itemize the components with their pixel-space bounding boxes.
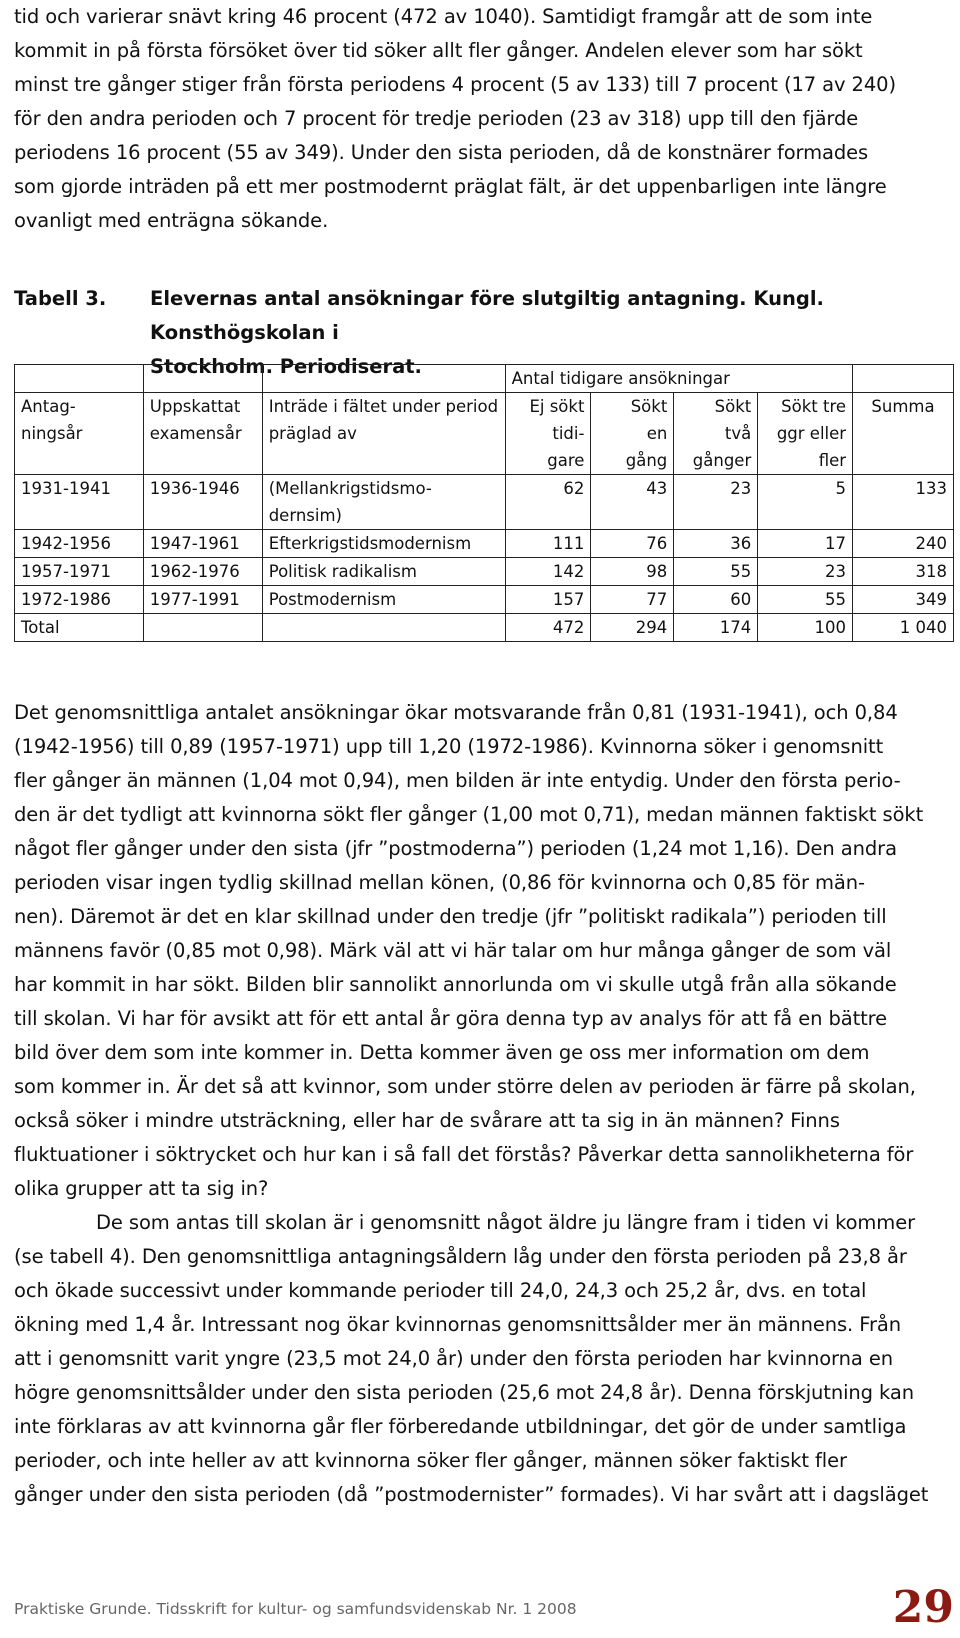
total-row: Total 472 294 174 100 1 040 — [15, 614, 954, 642]
text-line: den är det tydligt att kvinnorna sökt fler gånger (1,00 mot 0,71), medan männen faktiskt sökt — [14, 803, 924, 826]
text-line: tid och varierar snävt kring 46 procent (472 av 1040). Samtidigt framgår att de som inte — [14, 5, 873, 28]
text-line: fler gånger än männen (1,04 mot 0,94), men bilden är inte entydig. Under den första perio- — [14, 769, 901, 792]
header-sum: Summa — [853, 393, 954, 475]
text-line: männens favör (0,85 mot 0,98). Märk väl att vi här talar om hur många gånger de som väl — [14, 939, 892, 962]
text-line: (1942-1956) till 0,89 (1957-1971) upp till 1,20 (1972-1986). Kvinnorna söker i genomsnitt — [14, 735, 884, 758]
table-row: 1957-1971 1962-1976 Politisk radikalism 142 98 55 23 318 — [15, 558, 954, 586]
text-line: minst tre gånger stiger från första periodens 4 procent (5 av 133) till 7 procent (17 av 240) — [14, 73, 896, 96]
text-line: nen). Däremot är det en klar skillnad under den tredje (jfr ”politiskt radikala”) perioden till — [14, 905, 887, 928]
table-title-line: Elevernas antal ansökningar före slutgiltig antagning. Kungl. Konsthögskolan i — [150, 287, 824, 344]
text-line: högre genomsnittsålder under den sista perioden (25,6 mot 24,8 år). Denna förskjutning kan — [14, 1381, 915, 1404]
header-two: Sökt två gånger — [674, 393, 758, 475]
text-line: som gjorde inträden på ett mer postmodernt präglat fält, är det uppenbarligen inte längre — [14, 175, 887, 198]
text-line: Det genomsnittliga antalet ansökningar ökar motsvarande från 0,81 (1931-1941), och 0,84 — [14, 701, 898, 724]
text-line: har kommit in har sökt. Bilden blir sannolikt annorlunda om vi skulle utgå från alla sökande — [14, 973, 897, 996]
text-line: inte förklaras av att kvinnorna går fler förberedande utbildningar, det gör de under samtliga — [14, 1415, 907, 1438]
text-line: att i genomsnitt varit yngre (23,5 mot 24,0 år) under den första perioden har kvinnorna en — [14, 1347, 893, 1370]
header-exam: Uppskattat examensår — [143, 393, 262, 475]
text-line: bild över dem som inte kommer in. Detta kommer även ge oss mer information om dem — [14, 1041, 870, 1064]
text-line: olika grupper att ta sig in? — [14, 1177, 269, 1200]
applications-table — [14, 364, 954, 642]
header-entry: Inträde i fältet under period präglad av — [262, 393, 505, 475]
table-title-line: Stockholm. Periodiserat. — [150, 355, 422, 378]
table-label: Tabell 3. — [14, 287, 107, 310]
text-line: för den andra perioden och 7 procent för tredje perioden (23 av 318) upp till den fjärde — [14, 107, 859, 130]
table-row: 1972-1986 1977-1991 Postmodernism 157 77 60 55 349 — [15, 586, 954, 614]
text-line: till skolan. Vi har för avsikt att för ett antal år göra denna typ av analys för att få en bättre — [14, 1007, 888, 1030]
header-one: Sökt en gång — [591, 393, 674, 475]
group-header-row — [15, 365, 954, 393]
group-header: Antal tidigare ansökningar — [505, 365, 852, 393]
text-line: gånger under den sista perioden (då ”postmodernister” formades). Vi har svårt att i dagsläget — [14, 1483, 929, 1506]
text-line: som kommer in. Är det så att kvinnor, som under större delen av perioden är färre på skolan, — [14, 1075, 916, 1098]
text-line: kommit in på första försöket över tid söker allt fler gånger. Andelen elever som har sökt — [14, 39, 863, 62]
page-number: 29 — [892, 1582, 954, 1633]
header-none: Ej sökt tidi- gare — [505, 393, 591, 475]
table-row: 1942-1956 1947-1961 Efterkrigstidsmodernism 111 76 36 17 240 — [15, 530, 954, 558]
journal-footer: Praktiske Grunde. Tidsskrift for kultur- og samfundsvidenskab Nr. 1 2008 — [14, 1600, 577, 1618]
header-three: Sökt tre ggr eller fler — [758, 393, 853, 475]
text-line: De som antas till skolan är i genomsnitt något äldre ju längre fram i tiden vi kommer — [96, 1211, 916, 1234]
text-line: och ökade successivt under kommande perioder till 24,0, 24,3 och 25,2 år, dvs. en total — [14, 1279, 867, 1302]
header-year: Antag- ningsår — [15, 393, 144, 475]
column-header-row — [15, 393, 954, 475]
text-line: något fler gånger under den sista (jfr ”postmoderna”) perioden (1,24 mot 1,16). Den andra — [14, 837, 897, 860]
intro-paragraph — [14, 0, 954, 238]
body-text — [14, 696, 954, 1512]
text-line: ovanligt med enträgna sökande. — [14, 209, 329, 232]
table-row: 1931-1941 1936-1946 (Mellankrigstidsmo- dernsim) 62 43 23 5 133 — [15, 475, 954, 530]
text-line: fluktuationer i söktrycket och hur kan i så fall det förstås? Påverkar detta sannolikheterna för — [14, 1143, 914, 1166]
text-line: också söker i mindre utsträckning, eller har de svårare att ta sig in än männen? Finns — [14, 1109, 840, 1132]
text-line: perioder, och inte heller av att kvinnorna söker fler gånger, männen söker faktiskt fler — [14, 1449, 847, 1472]
text-line: ökning med 1,4 år. Intressant nog ökar kvinnornas genomsnittsålder mer än männens. Från — [14, 1313, 901, 1336]
text-line: periodens 16 procent (55 av 349). Under den sista perioden, då de konstnärer formades — [14, 141, 869, 164]
text-line: perioden visar ingen tydlig skillnad mellan könen, (0,86 för kvinnorna och 0,85 för män- — [14, 871, 865, 894]
text-line: (se tabell 4). Den genomsnittliga antagningsåldern låg under den första perioden på 23,8 år — [14, 1245, 907, 1268]
